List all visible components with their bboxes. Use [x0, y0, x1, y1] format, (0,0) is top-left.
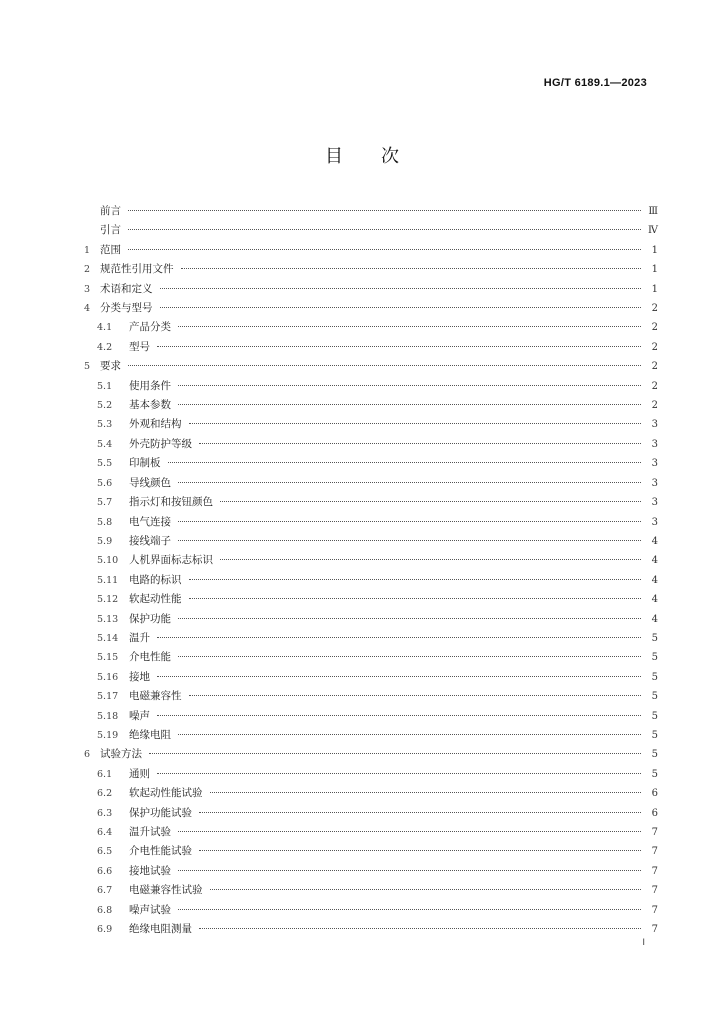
- toc-entry-label: 指示灯和按钮颜色: [129, 496, 213, 509]
- toc-entry-page: 2: [651, 400, 658, 412]
- toc-entry-label: 印制板: [129, 457, 161, 470]
- dot-leader: [189, 413, 642, 424]
- toc-entry-page: 7: [651, 904, 658, 916]
- dot-leader: [160, 297, 642, 308]
- toc-entry-label: 软起动性能试验: [129, 787, 203, 800]
- toc-entry-page: 7: [651, 924, 658, 936]
- toc-entry-page: Ⅳ: [648, 225, 658, 237]
- toc-entry-label: 噪声: [129, 709, 150, 722]
- toc-entry-number: 5.6: [97, 477, 113, 489]
- toc-entry-label: 接线端子: [129, 534, 171, 547]
- toc-entry-number: 5.19: [97, 729, 119, 741]
- toc-entry-label: 绝缘电阻: [129, 728, 171, 741]
- toc-entry-page: 5: [651, 652, 658, 664]
- toc-entry-number: 5.13: [97, 613, 119, 625]
- dot-leader: [157, 627, 641, 638]
- toc-entry-page: 5: [651, 729, 658, 741]
- toc-entry-page: 2: [651, 341, 658, 353]
- toc-entry-page: 2: [651, 303, 658, 315]
- toc-entry-label: 电路的标识: [129, 573, 182, 586]
- toc-entry-label: 要求: [100, 360, 121, 373]
- dot-leader: [128, 239, 641, 250]
- toc-entry-label: 噪声试验: [129, 903, 171, 916]
- toc-entry-number: 6.8: [97, 904, 113, 916]
- dot-leader: [199, 840, 641, 851]
- toc-entry-label: 导线颜色: [129, 476, 171, 489]
- toc-entry-label: 人机界面标志标识: [129, 554, 213, 567]
- toc-entry-label: 接地试验: [129, 864, 171, 877]
- dot-leader: [189, 685, 642, 696]
- dot-leader: [178, 860, 641, 871]
- toc-entry-page: 3: [651, 516, 658, 528]
- dot-leader: [220, 549, 641, 560]
- toc-entry-label: 术语和定义: [100, 282, 153, 295]
- toc-entry-page: 3: [651, 438, 658, 450]
- toc-entry-label: 试验方法: [100, 748, 142, 761]
- toc-entry-number: 5.16: [97, 671, 119, 683]
- dot-leader: [178, 316, 641, 327]
- dot-leader: [189, 588, 642, 599]
- toc-entry-page: 2: [651, 361, 658, 373]
- toc-entry-number: 5.18: [97, 710, 119, 722]
- toc-entry-number: 5.2: [97, 400, 113, 412]
- dot-leader: [199, 918, 641, 929]
- toc-entry-number: 5.14: [97, 632, 119, 644]
- toc-entry-label: 外观和结构: [129, 418, 182, 431]
- toc-entry-page: 7: [651, 827, 658, 838]
- dot-leader: [178, 608, 641, 619]
- toc-entry-label: 分类与型号: [100, 302, 153, 315]
- toc-entry-number: 5.15: [97, 652, 119, 664]
- toc-entry-page: 3: [651, 477, 658, 489]
- toc-entry-page: 5: [651, 768, 658, 780]
- page-title: 目次: [325, 146, 437, 167]
- dot-leader: [178, 821, 641, 832]
- dot-leader: [178, 472, 641, 483]
- toc-entry-number: 5.12: [97, 594, 119, 606]
- dot-leader: [128, 355, 641, 366]
- toc-entry-page: 1: [651, 283, 658, 295]
- dot-leader: [178, 375, 641, 386]
- toc-entry-number: 6.9: [97, 924, 113, 936]
- dot-leader: [149, 743, 641, 754]
- dot-leader: [178, 511, 641, 522]
- dot-leader: [210, 782, 642, 793]
- dot-leader: [157, 336, 641, 347]
- dot-leader: [178, 646, 641, 657]
- toc-entry-page: 4: [651, 574, 658, 586]
- toc-entry-page: 4: [651, 535, 658, 547]
- toc-entry-label: 软起动性能: [129, 593, 182, 606]
- toc-entry-label: 基本参数: [129, 399, 171, 412]
- toc-entry-page: 1: [651, 244, 658, 256]
- toc-entry-label: 外壳防护等级: [129, 437, 192, 450]
- dot-leader: [178, 530, 641, 541]
- toc-entry-page: 4: [651, 594, 658, 606]
- standard-code: HG/T 6189.1—2023: [543, 77, 647, 89]
- toc-entry-number: 5.3: [97, 419, 113, 431]
- toc-entry-number: 6.4: [97, 827, 113, 838]
- table-of-contents: [84, 202, 658, 939]
- toc-entry-number: 1: [84, 244, 91, 256]
- toc-entry-number: 5.1: [97, 380, 113, 392]
- dot-leader: [128, 200, 641, 211]
- toc-entry-label: 使用条件: [129, 379, 171, 392]
- dot-leader: [157, 705, 641, 716]
- dot-leader: [157, 763, 641, 774]
- toc-entry-label: 电气连接: [129, 515, 171, 528]
- toc-entry-number: 3: [84, 283, 91, 295]
- toc-entry-label: 电磁兼容性: [129, 690, 182, 703]
- toc-entry-page: 6: [651, 807, 658, 819]
- toc-entry-number: 5.10: [97, 555, 119, 567]
- toc-entry-number: 4.1: [97, 322, 113, 334]
- toc-entry-page: 2: [651, 322, 658, 334]
- toc-entry-page: 3: [651, 497, 658, 509]
- dot-leader: [157, 666, 641, 677]
- toc-entry-number: 6.2: [97, 788, 113, 800]
- toc-entry-page: 4: [651, 613, 658, 625]
- toc-entry-number: 5.17: [97, 691, 119, 703]
- toc-entry-page: 5: [651, 710, 658, 722]
- toc-entry-label: 通则: [129, 767, 150, 780]
- toc-entry-page: 7: [651, 865, 658, 877]
- toc-entry-label: 保护功能试验: [129, 806, 192, 819]
- toc-entry-number: 5.5: [97, 458, 113, 470]
- toc-entry-page: 4: [651, 555, 658, 567]
- dot-leader: [220, 491, 641, 502]
- dot-leader: [178, 394, 641, 405]
- toc-entry-page: 5: [651, 749, 658, 761]
- dot-leader: [160, 278, 642, 289]
- toc-entry-label: 电磁兼容性试验: [129, 884, 203, 897]
- toc-entry-page: 5: [651, 632, 658, 644]
- toc-entry-label: 前言: [100, 205, 121, 217]
- toc-entry-number: 6: [84, 749, 91, 761]
- dot-leader: [189, 569, 642, 580]
- toc-entry-label: 温升: [129, 631, 150, 644]
- toc-entry-number: 6.7: [97, 885, 113, 897]
- toc-entry-label: 绝缘电阻测量: [129, 923, 192, 936]
- toc-entry-label: 范围: [100, 243, 121, 256]
- dot-leader: [199, 433, 641, 444]
- toc-entry-number: 5.9: [97, 535, 113, 547]
- toc-entry-label: 保护功能: [129, 612, 171, 625]
- dot-leader: [128, 219, 641, 230]
- toc-entry-number: 4.2: [97, 341, 113, 353]
- dot-leader: [181, 258, 642, 269]
- toc-entry-label: 介电性能试验: [129, 845, 192, 858]
- toc-entry-number: 6.6: [97, 865, 113, 877]
- toc-entry-page: 7: [651, 885, 658, 897]
- toc-entry-number: 5.7: [97, 497, 113, 509]
- toc-entry-page: 2: [651, 380, 658, 392]
- toc-entry-number: 6.1: [97, 768, 113, 780]
- page-number: Ⅰ: [642, 938, 645, 948]
- toc-entry-page: 6: [651, 788, 658, 800]
- toc-entry-number: 5.4: [97, 438, 113, 450]
- toc-entry-number: 4: [84, 303, 91, 315]
- dot-leader: [168, 452, 642, 463]
- toc-entry-page: 7: [651, 846, 658, 858]
- toc-entry-label: 引言: [100, 224, 121, 237]
- toc-entry-page: Ⅲ: [648, 206, 658, 217]
- toc-entry-number: 5: [84, 361, 91, 373]
- toc-entry-label: 接地: [129, 670, 150, 683]
- toc-entry-label: 规范性引用文件: [100, 263, 174, 276]
- toc-entry-page: 5: [651, 671, 658, 683]
- toc-entry-page: 3: [651, 419, 658, 431]
- toc-entry-number: 2: [84, 264, 91, 276]
- toc-entry-number: 6.3: [97, 807, 113, 819]
- toc-entry-page: 3: [651, 458, 658, 470]
- toc-entry-label: 温升试验: [129, 826, 171, 838]
- toc-entry-number: 5.11: [97, 574, 119, 586]
- toc-entry-number: 5.8: [97, 516, 113, 528]
- toc-entry-label: 型号: [129, 340, 150, 353]
- toc-entry-label: 介电性能: [129, 651, 171, 664]
- dot-leader: [178, 724, 641, 735]
- toc-entry-page: 5: [651, 691, 658, 703]
- toc-entry-page: 1: [651, 264, 658, 276]
- dot-leader: [210, 879, 642, 890]
- toc-entry-number: 6.5: [97, 846, 113, 858]
- toc-entry-label: 产品分类: [129, 321, 171, 334]
- dot-leader: [199, 802, 641, 813]
- toc-entry[interactable]: [84, 920, 658, 939]
- dot-leader: [178, 899, 641, 910]
